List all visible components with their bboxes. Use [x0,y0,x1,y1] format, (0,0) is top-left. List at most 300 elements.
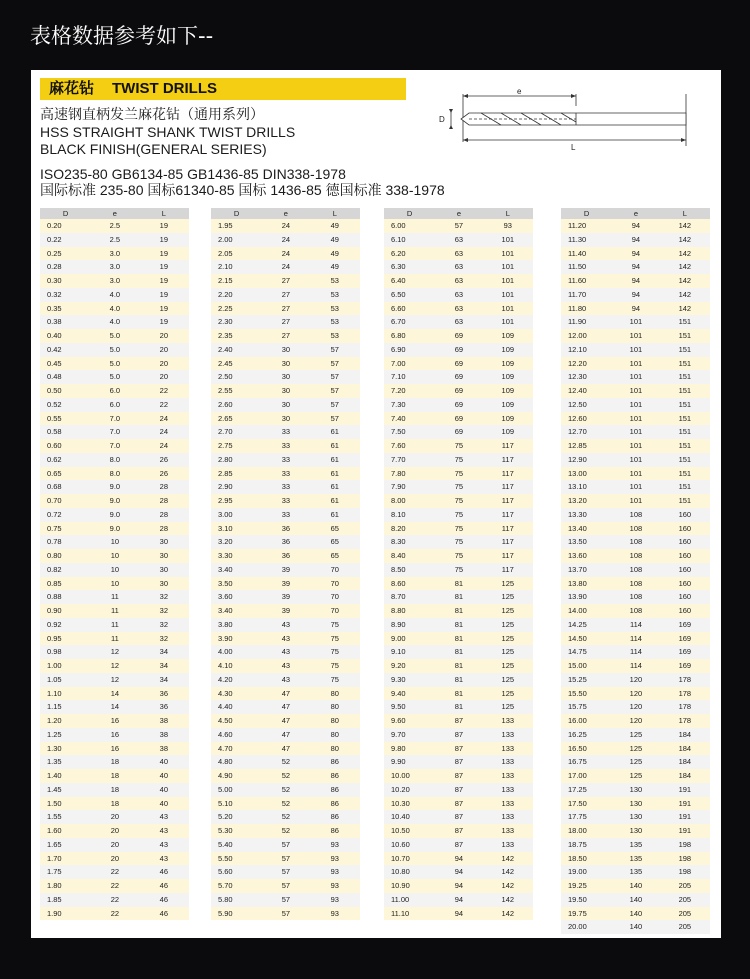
table-cell: 30 [139,549,189,563]
table-cell: 120 [612,687,660,701]
table-cell: 184 [660,728,710,742]
table-cell: 0.80 [40,549,91,563]
table-cell: 0.88 [40,590,91,604]
table-cell: 151 [660,467,710,481]
table-cell: 87 [435,769,482,783]
table-row [561,769,710,783]
table-cell: 7.0 [91,439,139,453]
table-row [211,907,360,921]
table-row [211,260,360,274]
table-cell: 101 [612,329,660,343]
table-cell: 86 [310,810,360,824]
table-cell: 4.90 [211,769,262,783]
table-row [211,219,360,233]
table-cell: 108 [612,535,660,549]
table-cell: 133 [483,810,533,824]
table-row [211,673,360,687]
table-cell: 57 [310,357,360,371]
table-row [561,865,710,879]
table-cell: 108 [612,590,660,604]
table-row [211,398,360,412]
table-cell: 140 [612,907,660,921]
table-cell: 108 [612,522,660,536]
table-row [561,260,710,274]
table-cell: 75 [435,467,482,481]
table-cell: 20 [91,838,139,852]
table-cell: 142 [660,288,710,302]
table-cell: 101 [483,302,533,316]
table-cell: 5.90 [211,907,262,921]
table-row [561,343,710,357]
table-cell: 0.90 [40,604,91,618]
table-row [561,315,710,329]
table-row [211,838,360,852]
table-cell: 65 [310,535,360,549]
table-cell: 151 [660,370,710,384]
table-cell: 40 [139,797,189,811]
table-cell: 6.30 [384,260,435,274]
table-cell: 0.68 [40,480,91,494]
table-cell: 4.20 [211,673,262,687]
table-cell: 109 [483,384,533,398]
table-row [211,824,360,838]
table-row [40,852,189,866]
table-cell: 0.20 [40,219,91,233]
table-cell: 101 [612,439,660,453]
table-cell: 6.50 [384,288,435,302]
table-cell: 2.00 [211,233,262,247]
table-cell: 1.95 [211,219,262,233]
table-cell: 114 [612,659,660,673]
table-cell: 0.60 [40,439,91,453]
table-row [384,742,533,756]
table-cell: 94 [435,865,482,879]
twist-drill-diagram [431,84,701,164]
table-cell: 15.00 [561,659,612,673]
table-cell: 69 [435,398,482,412]
table-cell: 33 [262,439,310,453]
table-cell: 33 [262,425,310,439]
banner-en-title: TWIST DRILLS [112,80,218,97]
table-cell: 4.0 [91,315,139,329]
table-row [384,357,533,371]
table-cell: 75 [435,522,482,536]
table-row [40,329,189,343]
table-cell: 80 [310,700,360,714]
table-cell: 101 [483,233,533,247]
table-cell: 160 [660,522,710,536]
table-cell: 22 [91,907,139,921]
column-header: D [211,208,262,219]
table-cell: 52 [262,810,310,824]
table-cell: 57 [262,879,310,893]
table-row [384,302,533,316]
table-cell: 135 [612,838,660,852]
table-row [384,247,533,261]
table-cell: 30 [262,357,310,371]
table-cell: 8.00 [384,494,435,508]
table-cell: 43 [139,838,189,852]
table-row [40,467,189,481]
table-cell: 133 [483,783,533,797]
table-cell: 53 [310,274,360,288]
table-cell: 2.50 [211,370,262,384]
table-cell: 125 [483,673,533,687]
table-row [40,274,189,288]
table-cell: 47 [262,728,310,742]
table-row [40,783,189,797]
table-cell: 101 [483,260,533,274]
table-cell: 8.50 [384,563,435,577]
table-cell: 94 [435,893,482,907]
table-cell: 5.80 [211,893,262,907]
table-cell: 114 [612,618,660,632]
column-header: L [139,208,189,219]
table-cell: 19 [139,302,189,316]
table-cell: 36 [262,549,310,563]
table-cell: 94 [612,219,660,233]
table-row [384,907,533,921]
table-cell: 0.50 [40,384,91,398]
table-row [561,728,710,742]
table-row [384,659,533,673]
table-cell: 10.90 [384,879,435,893]
table-row [561,824,710,838]
table-cell: 205 [660,907,710,921]
table-row [384,604,533,618]
table-cell: 0.22 [40,233,91,247]
table-cell: 22 [91,865,139,879]
table-cell: 10.40 [384,810,435,824]
table-cell: 63 [435,302,482,316]
table-row [211,604,360,618]
table-cell: 160 [660,535,710,549]
table-cell: 10.70 [384,852,435,866]
table-cell: 63 [435,233,482,247]
table-cell: 87 [435,783,482,797]
table-cell: 49 [310,219,360,233]
table-cell: 125 [612,742,660,756]
table-cell: 117 [483,549,533,563]
table-cell: 6.00 [384,219,435,233]
table-cell: 7.10 [384,370,435,384]
table-cell: 10 [91,535,139,549]
table-cell: 3.20 [211,535,262,549]
table-row [211,728,360,742]
table-cell: 26 [139,467,189,481]
table-cell: 46 [139,893,189,907]
table-cell: 8.10 [384,508,435,522]
table-row [384,769,533,783]
table-cell: 14.00 [561,604,612,618]
table-cell: 11.00 [384,893,435,907]
table-cell: 19 [139,260,189,274]
table-cell: 160 [660,577,710,591]
table-cell: 81 [435,673,482,687]
table-row [561,274,710,288]
table-row [384,893,533,907]
column-header: e [262,208,310,219]
table-cell: 6.20 [384,247,435,261]
drill-table-block-1 [40,208,189,920]
table-cell: 8.70 [384,590,435,604]
table-cell: 47 [262,714,310,728]
table-cell: 34 [139,673,189,687]
table-cell: 18 [91,797,139,811]
table-cell: 13.50 [561,535,612,549]
table-cell: 2.70 [211,425,262,439]
table-cell: 9.0 [91,508,139,522]
table-row [40,907,189,921]
table-cell: 7.40 [384,412,435,426]
table-row [211,329,360,343]
table-row [384,852,533,866]
table-row [384,274,533,288]
table-cell: 12.40 [561,384,612,398]
table-cell: 140 [612,879,660,893]
table-cell: 151 [660,425,710,439]
table-row [211,467,360,481]
table-cell: 142 [483,852,533,866]
table-cell: 1.90 [40,907,91,921]
table-cell: 0.55 [40,412,91,426]
table-cell: 1.65 [40,838,91,852]
table-row [384,315,533,329]
table-cell: 151 [660,494,710,508]
table-cell: 2.95 [211,494,262,508]
table-cell: 2.65 [211,412,262,426]
table-cell: 93 [310,838,360,852]
table-row [384,398,533,412]
table-cell: 4.00 [211,645,262,659]
table-row [384,425,533,439]
table-row [561,535,710,549]
table-cell: 33 [262,480,310,494]
table-row [384,824,533,838]
table-cell: 0.85 [40,577,91,591]
table-row [384,453,533,467]
table-cell: 3.0 [91,260,139,274]
table-row [561,659,710,673]
table-cell: 0.25 [40,247,91,261]
table-cell: 12.70 [561,425,612,439]
table-cell: 198 [660,865,710,879]
table-row [384,687,533,701]
table-cell: 19 [139,288,189,302]
table-row [384,480,533,494]
table-cell: 8.0 [91,467,139,481]
table-cell: 57 [262,852,310,866]
table-row [211,742,360,756]
table-cell: 3.0 [91,274,139,288]
table-cell: 80 [310,714,360,728]
table-row [211,370,360,384]
table-cell: 4.10 [211,659,262,673]
table-row [384,384,533,398]
table-cell: 57 [435,219,482,233]
table-cell: 30 [262,412,310,426]
table-cell: 36 [262,522,310,536]
table-cell: 151 [660,357,710,371]
table-cell: 130 [612,797,660,811]
table-cell: 63 [435,274,482,288]
table-row [211,412,360,426]
table-row [211,865,360,879]
table-row [40,384,189,398]
table-cell: 10.30 [384,797,435,811]
table-cell: 24 [139,425,189,439]
table-cell: 2.80 [211,453,262,467]
diagram-label-d: D [439,115,445,124]
table-cell: 52 [262,769,310,783]
table-cell: 114 [612,632,660,646]
table-cell: 160 [660,508,710,522]
table-cell: 178 [660,714,710,728]
table-cell: 22 [139,384,189,398]
table-row [211,590,360,604]
table-cell: 11.40 [561,247,612,261]
table-row [384,714,533,728]
table-cell: 133 [483,728,533,742]
table-cell: 13.20 [561,494,612,508]
table-cell: 61 [310,494,360,508]
table-cell: 7.20 [384,384,435,398]
table-cell: 130 [612,824,660,838]
table-row [40,700,189,714]
table-cell: 7.60 [384,439,435,453]
table-cell: 1.45 [40,783,91,797]
table-row [211,453,360,467]
table-cell: 16.50 [561,742,612,756]
table-cell: 27 [262,302,310,316]
table-cell: 12.85 [561,439,612,453]
table-cell: 18.00 [561,824,612,838]
table-cell: 101 [612,467,660,481]
table-cell: 109 [483,398,533,412]
table-cell: 43 [139,852,189,866]
table-cell: 12.30 [561,370,612,384]
table-cell: 8.90 [384,618,435,632]
table-cell: 87 [435,714,482,728]
table-cell: 43 [262,632,310,646]
table-cell: 32 [139,590,189,604]
table-cell: 117 [483,453,533,467]
table-cell: 20 [91,852,139,866]
table-cell: 5.00 [211,783,262,797]
table-cell: 125 [483,604,533,618]
table-row [211,425,360,439]
table-cell: 15.75 [561,700,612,714]
table-cell: 93 [310,907,360,921]
table-cell: 33 [262,467,310,481]
table-cell: 4.70 [211,742,262,756]
table-cell: 125 [483,645,533,659]
table-cell: 75 [310,659,360,673]
table-row [561,425,710,439]
table-cell: 69 [435,329,482,343]
table-cell: 49 [310,260,360,274]
diagram-label-l: L [571,143,576,152]
table-cell: 81 [435,590,482,604]
drill-table-block-4 [561,208,710,934]
table-row [561,302,710,316]
table-cell: 75 [435,480,482,494]
table-cell: 30 [262,384,310,398]
table-cell: 52 [262,755,310,769]
table-cell: 22 [91,879,139,893]
table-row [40,645,189,659]
table-row [211,494,360,508]
table-row [384,810,533,824]
table-cell: 6.60 [384,302,435,316]
table-cell: 9.0 [91,480,139,494]
table-row [384,673,533,687]
table-row [40,618,189,632]
diagram-label-e: e [517,87,522,96]
table-cell: 6.80 [384,329,435,343]
table-cell: 5.70 [211,879,262,893]
table-cell: 43 [139,810,189,824]
table-row [211,508,360,522]
table-row [561,755,710,769]
column-header: e [612,208,660,219]
table-cell: 86 [310,783,360,797]
table-cell: 0.62 [40,453,91,467]
table-cell: 32 [139,618,189,632]
table-cell: 117 [483,494,533,508]
table-row [211,315,360,329]
table-cell: 1.30 [40,742,91,756]
table-cell: 15.50 [561,687,612,701]
table-cell: 5.10 [211,797,262,811]
table-cell: 1.85 [40,893,91,907]
table-cell: 0.72 [40,508,91,522]
table-row [561,439,710,453]
table-cell: 4.80 [211,755,262,769]
table-cell: 0.48 [40,370,91,384]
table-cell: 101 [483,288,533,302]
table-cell: 1.40 [40,769,91,783]
table-row [384,865,533,879]
table-cell: 36 [139,700,189,714]
table-row [40,439,189,453]
table-row [561,879,710,893]
table-row [384,329,533,343]
table-cell: 0.82 [40,563,91,577]
table-cell: 0.38 [40,315,91,329]
table-cell: 16.25 [561,728,612,742]
table-cell: 198 [660,838,710,852]
table-cell: 75 [310,645,360,659]
table-cell: 13.30 [561,508,612,522]
table-cell: 10.60 [384,838,435,852]
table-row [384,412,533,426]
table-row [561,370,710,384]
column-header: e [435,208,482,219]
table-cell: 5.0 [91,343,139,357]
table-cell: 86 [310,797,360,811]
table-cell: 57 [262,838,310,852]
table-cell: 125 [483,659,533,673]
table-cell: 27 [262,329,310,343]
table-cell: 20 [139,343,189,357]
table-cell: 108 [612,508,660,522]
table-cell: 7.0 [91,412,139,426]
table-cell: 94 [612,288,660,302]
table-cell: 178 [660,687,710,701]
table-header-row [211,208,360,219]
table-row [40,480,189,494]
